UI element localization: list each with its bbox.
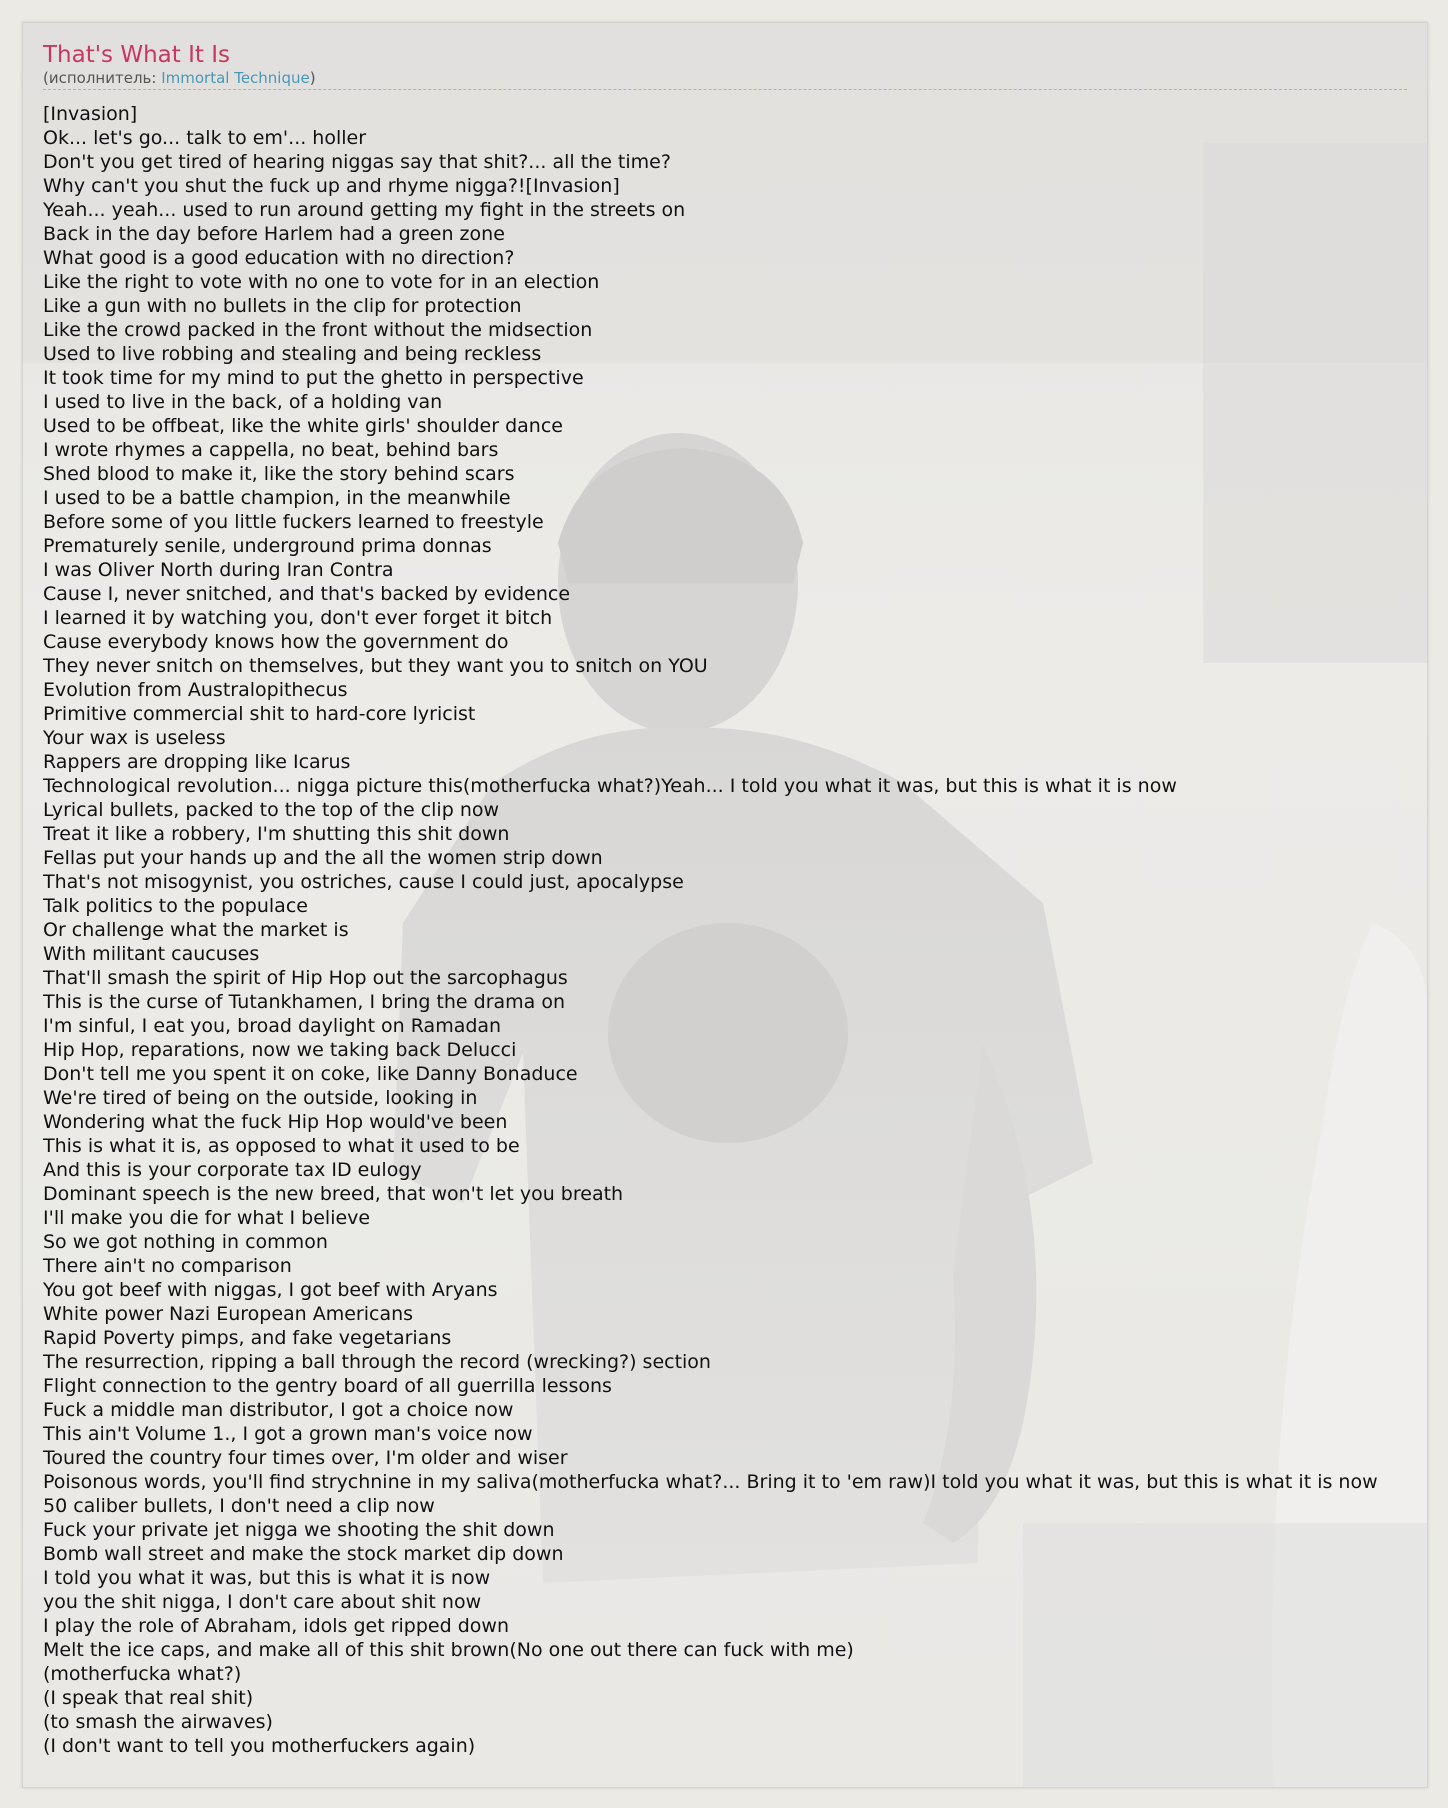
lyric-line: Toured the country four times over, I'm older and wiser: [43, 1447, 568, 1469]
lyric-line: Ok... let's go... talk to em'... holler: [43, 127, 367, 149]
lyric-line: This is what it is, as opposed to what it used to be: [43, 1135, 520, 1157]
lyric-line: That'll smash the spirit of Hip Hop out the sarcophagus: [43, 967, 568, 989]
lyric-line: Your wax is useless: [43, 727, 226, 749]
lyric-line: Like the right to vote with no one to vote for in an election: [43, 271, 600, 293]
lyric-line: It took time for my mind to put the ghetto in perspective: [43, 367, 584, 389]
song-title: That's What It Is: [43, 42, 230, 68]
lyric-line: Primitive commercial shit to hard-core lyricist: [43, 703, 476, 725]
lyric-line: Don't tell me you spent it on coke, like Danny Bonaduce: [43, 1063, 578, 1085]
lyric-line: Poisonous words, you'll find strychnine in my saliva(motherfucka what?... Bring it to 'em raw)I told you what it was, but this is what it is now: [43, 1471, 1378, 1493]
lyric-line: Rapid Poverty pimps, and fake vegetarians: [43, 1327, 452, 1349]
lyric-line: Or challenge what the market is: [43, 919, 349, 941]
lyric-line: Fuck a middle man distributor, I got a choice now: [43, 1399, 514, 1421]
lyric-line: Prematurely senile, underground prima donnas: [43, 535, 492, 557]
lyric-line: There ain't no comparison: [43, 1255, 292, 1277]
lyric-line: I'm sinful, I eat you, broad daylight on Ramadan: [43, 1015, 502, 1037]
lyric-line: Bomb wall street and make the stock market dip down: [43, 1543, 564, 1565]
lyric-line: Used to live robbing and stealing and being reckless: [43, 343, 542, 365]
lyric-line: 50 caliber bullets, I don't need a clip now: [43, 1495, 435, 1517]
song-content: [43, 41, 1407, 1758]
artist-prefix: (исполнитель:: [43, 69, 162, 87]
lyric-line: [Invasion]: [43, 103, 138, 125]
lyric-line: Fuck your private jet nigga we shooting the shit down: [43, 1519, 555, 1541]
lyric-line: They never snitch on themselves, but they want you to snitch on YOU: [43, 655, 708, 677]
lyric-line: Evolution from Australopithecus: [43, 679, 348, 701]
lyric-line: I used to live in the back, of a holding van: [43, 391, 443, 413]
lyric-line: you the shit nigga, I don't care about shit now: [43, 1591, 482, 1613]
lyric-line: And this is your corporate tax ID eulogy: [43, 1159, 422, 1181]
lyric-line: Cause I, never snitched, and that's backed by evidence: [43, 583, 571, 605]
title-divider: [43, 89, 1407, 90]
lyric-line: Used to be offbeat, like the white girls' shoulder dance: [43, 415, 563, 437]
lyric-line: Lyrical bullets, packed to the top of the clip now: [43, 799, 500, 821]
lyric-line: (to smash the airwaves): [43, 1711, 273, 1733]
lyric-line: You got beef with niggas, I got beef with Aryans: [43, 1279, 498, 1301]
lyric-line: Like a gun with no bullets in the clip for protection: [43, 295, 522, 317]
lyric-line: I learned it by watching you, don't ever forget it bitch: [43, 607, 553, 629]
lyric-line: Rappers are dropping like Icarus: [43, 751, 351, 773]
lyric-line: I'll make you die for what I believe: [43, 1207, 371, 1229]
lyric-line: I told you what it was, but this is what it is now: [43, 1567, 491, 1589]
page-frame: [22, 22, 1428, 1788]
lyric-line: Yeah... yeah... used to run around getting my fight in the streets on: [43, 199, 686, 221]
lyric-line: Back in the day before Harlem had a green zone: [43, 223, 505, 245]
artist-line: [43, 69, 1407, 87]
lyric-line: We're tired of being on the outside, looking in: [43, 1087, 478, 1109]
lyrics-block: [43, 102, 1407, 1758]
lyric-line: (I don't want to tell you motherfuckers again): [43, 1735, 476, 1757]
lyric-line: Don't you get tired of hearing niggas say that shit?... all the time?: [43, 151, 671, 173]
lyric-line: Dominant speech is the new breed, that won't let you breath: [43, 1183, 624, 1205]
lyric-line: Like the crowd packed in the front without the midsection: [43, 319, 593, 341]
lyric-line: Cause everybody knows how the government do: [43, 631, 509, 653]
lyric-line: Wondering what the fuck Hip Hop would've been: [43, 1111, 508, 1133]
lyric-line: Why can't you shut the fuck up and rhyme nigga?![Invasion]: [43, 175, 620, 197]
lyric-line: Melt the ice caps, and make all of this shit brown(No one out there can fuck with me): [43, 1639, 854, 1661]
lyric-line: I wrote rhymes a cappella, no beat, behind bars: [43, 439, 499, 461]
artist-suffix: ): [309, 69, 316, 87]
lyric-line: (I speak that real shit): [43, 1687, 254, 1709]
lyric-line: So we got nothing in common: [43, 1231, 328, 1253]
lyric-line: Talk politics to the populace: [43, 895, 308, 917]
artist-link[interactable]: Immortal Technique: [161, 69, 310, 87]
lyric-line: Fellas put your hands up and the all the women strip down: [43, 847, 603, 869]
lyric-line: I play the role of Abraham, idols get ripped down: [43, 1615, 509, 1637]
lyric-line: Hip Hop, reparations, now we taking back Delucci: [43, 1039, 517, 1061]
lyric-line: This is the curse of Tutankhamen, I bring the drama on: [43, 991, 566, 1013]
lyric-line: With militant caucuses: [43, 943, 260, 965]
lyric-line: I was Oliver North during Iran Contra: [43, 559, 394, 581]
lyric-line: Treat it like a robbery, I'm shutting this shit down: [43, 823, 510, 845]
lyric-line: That's not misogynist, you ostriches, cause I could just, apocalypse: [43, 871, 684, 893]
lyric-line: Before some of you little fuckers learned to freestyle: [43, 511, 544, 533]
lyric-line: Shed blood to make it, like the story behind scars: [43, 463, 515, 485]
lyric-line: White power Nazi European Americans: [43, 1303, 414, 1325]
lyric-line: Flight connection to the gentry board of all guerrilla lessons: [43, 1375, 612, 1397]
lyric-line: (motherfucka what?): [43, 1663, 242, 1685]
lyric-line: The resurrection, ripping a ball through the record (wrecking?) section: [43, 1351, 711, 1373]
lyric-line: What good is a good education with no direction?: [43, 247, 515, 269]
lyric-line: Technological revolution... nigga picture this(motherfucka what?)Yeah... I told you what it was, but this is what it is now: [43, 775, 1177, 797]
lyric-line: This ain't Volume 1., I got a grown man's voice now: [43, 1423, 533, 1445]
lyric-line: I used to be a battle champion, in the meanwhile: [43, 487, 511, 509]
